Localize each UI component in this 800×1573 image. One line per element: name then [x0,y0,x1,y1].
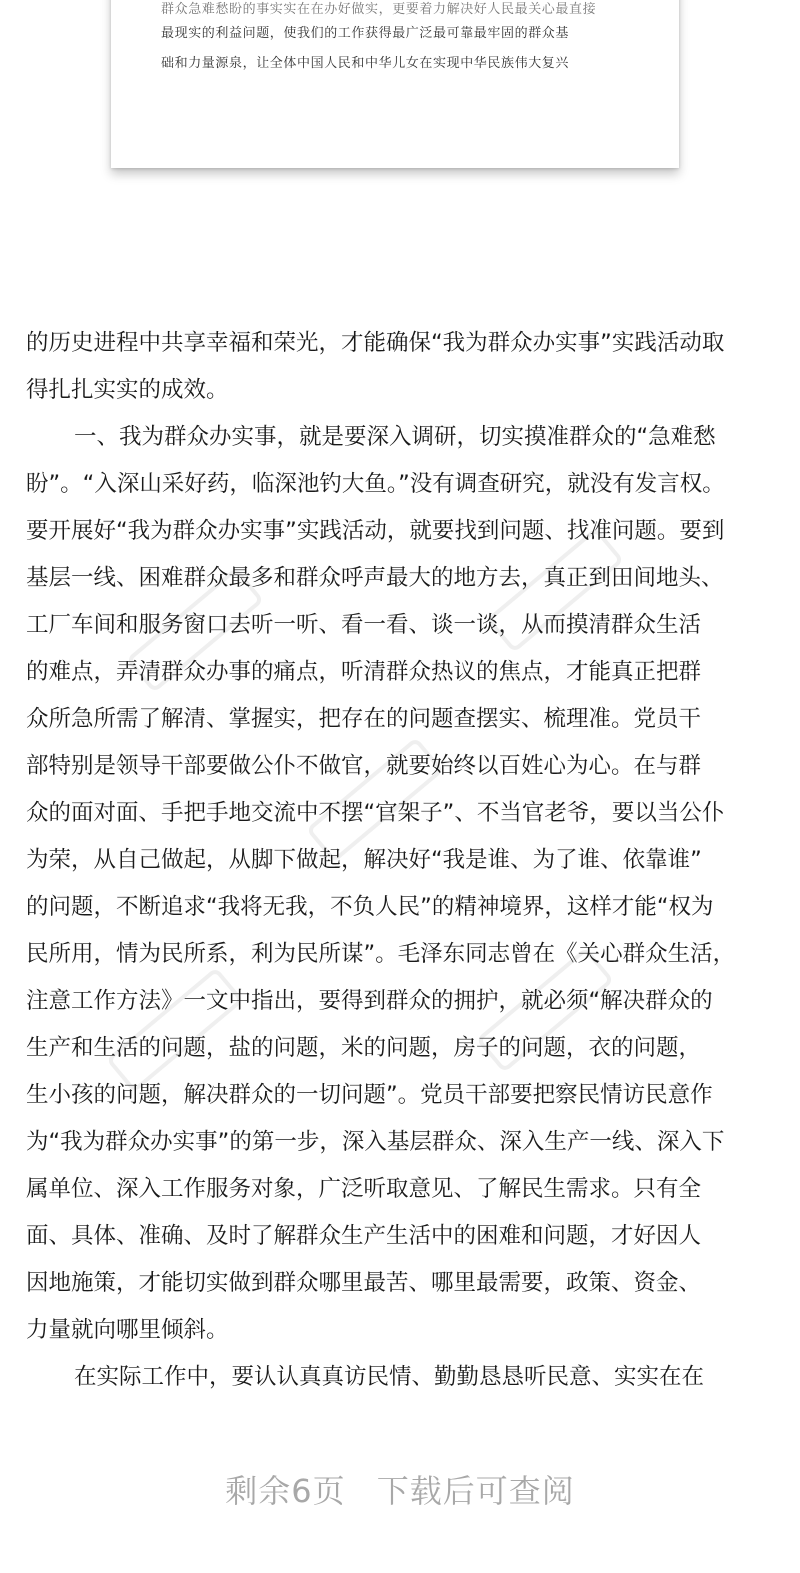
text-line: 众的面对面、手把手地交流中不摆“官架子”、不当官老爷，要以当公仆 [26,800,725,826]
text-line: 力量就向哪里倾斜。 [26,1317,229,1343]
text-line: 的问题，不断追求“我将无我，不负人民”的精神境界，这样才能“权为 [26,894,714,920]
text-line: 基层一线、困难群众最多和群众呼声最大的地方去，真正到田间地头、 [26,565,724,591]
remaining-pages-notice[interactable] [0,1466,800,1512]
text-line: 为“我为群众办实事”的第一步，深入基层群众、深入生产一线、深入下 [26,1129,725,1155]
text-line: 民所用，情为民所系，利为民所谋”。毛泽东同志曾在《关心群众生活， [26,941,736,967]
text-line: 得扎扎实实的成效。 [26,377,229,403]
preview-line: 最现实的利益问题，使我们的工作获得最广泛最可靠最牢固的群众基 [161,26,570,41]
text-line: 因地施策，才能切实做到群众哪里最苦、哪里最需要，政策、资金、 [26,1270,702,1296]
text-line: 属单位、深入工作服务对象，广泛听取意见、了解民生需求。只有全 [26,1176,702,1202]
text-line: 的历史进程中共享幸福和荣光，才能确保“我为群众办实事”实践活动取 [26,330,725,356]
text-line: 生产和生活的问题，盐的问题，米的问题，房子的问题，衣的问题， [26,1035,702,1061]
text-line: 盼”。“入深山采好药，临深池钓大鱼。”没有调查研究，就没有发言权。 [26,471,725,497]
preview-line: 群众急难愁盼的事实实在在办好做实，更要着力解决好人民最关心最直接 [161,2,597,17]
text-line: 要开展好“我为群众办实事”实践活动，就要找到问题、找准问题。要到 [26,518,725,544]
text-line: 注意工作方法》一文中指出，要得到群众的拥护，就必须“解决群众的 [26,988,713,1014]
text-line: 众所急所需了解清、掌握实，把存在的问题查摆实、梳理准。党员干 [26,706,702,732]
text-line: 部特别是领导干部要做公仆不做官，就要始终以百姓心为心。在与群 [26,753,702,779]
text-line: 工厂车间和服务窗口去听一听、看一看、谈一谈，从而摸清群众生活 [26,612,702,638]
remaining-pages-label: 剩余6页 [225,1472,346,1510]
text-line: 面、具体、准确、及时了解群众生产生活中的困难和问题，才好因人 [26,1223,702,1249]
paragraph-start-line: 在实际工作中，要认认真真访民情、勤勤恳恳听民意、实实在在 [74,1364,705,1390]
preview-line: 础和力量源泉，让全体中国人民和中华儿女在实现中华民族伟大复兴 [161,56,570,71]
download-hint-label: 下载后可查阅 [376,1472,575,1510]
text-line: 的难点，弄清群众办事的痛点，听清群众热议的焦点，才能真正把群 [26,659,702,685]
preview-page-card [111,0,679,168]
text-line: 生小孩的问题，解决群众的一切问题”。党员干部要把察民情访民意作 [26,1082,713,1108]
document-body [26,320,776,1401]
paragraph-start-line: 一、我为群众办实事，就是要深入调研，切实摸准群众的“急难愁 [74,424,716,450]
text-line: 为荣，从自己做起，从脚下做起，解决好“我是谁、为了谁、依靠谁” [26,847,702,873]
